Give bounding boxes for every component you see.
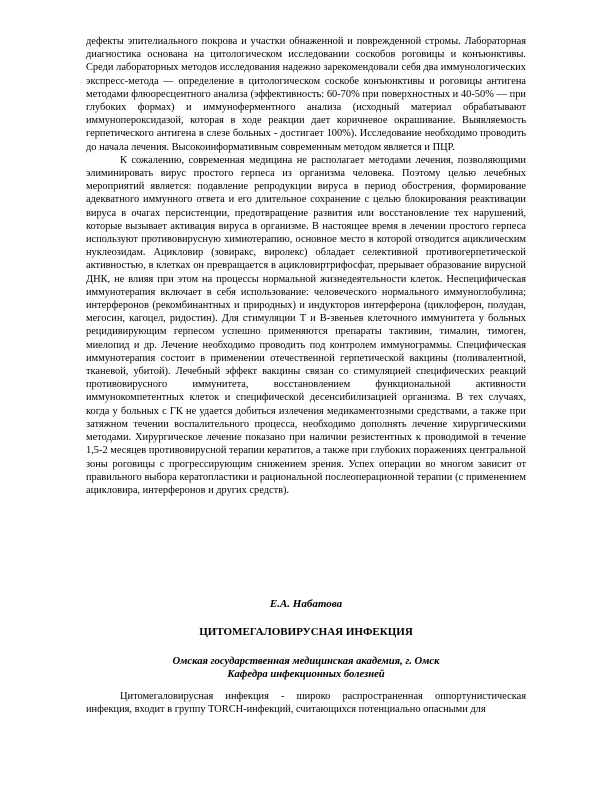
affiliation-department: Кафедра инфекционных болезней <box>227 669 385 681</box>
paragraph-intro: Цитомегаловирусная инфекция - широко распространенная оппортунистическая инфекция, входит в группу TORCH-инфекций, считающихся потенциально опасными для <box>86 691 526 716</box>
paragraph-diagnostics: дефекты эпителиального покрова и участки обнаженной и поврежденной стромы. Лабораторная диагностика основана на цитологическом исследовании соскобов роговицы и конъюнктивы. Среди лабораторных методов исследования надежно зарекомендовали себя два иммунологических экспресс-метода — определение в цитологическом соскобе конъюнктивы и роговицы антигена методами флюоресцентного анализа (эффективность: 60-70% при поверхностных и 40-50% — при глубоких формах) и иммуноферментного анализа (исходный материал обрабатывают иммунопероксидазой, которая в ходе реакции дает коричневое окрашивание. Выявляемость герпетического антигена в слезе больных - достигает 100%). Исследование необходимо проводить до начала лечения. Высокоинформативным современным методом является и ПЦР. <box>86 36 526 153</box>
article-title: ЦИТОМЕГАЛОВИРУСНАЯ ИНФЕКЦИЯ <box>199 626 413 638</box>
affiliation-institution: Омская государственная медицинская академия, г. Омск <box>172 656 440 667</box>
affiliation <box>86 655 526 681</box>
paragraph-treatment: К сожалению, современная медицина не располагает методами лечения, позволяющими элиминировать вирус простого герпеса из организма человека. Поэтому целью лечебных мероприятий является: подавление репродукции вируса в период обострения, формирование адекватного иммунного ответа и его длительное сохранение с целью блокирования реактивации вируса в очагах персистенции, предотвращение развития или восстановление тех нарушений, которые вызывает активация вируса в организме. В настоящее время в лечении простого герпеса используют противовирусную химиотерапию, основное место в которой отводится ациклическим нуклеозидам. Ацикловир (зовиракс, виролекс) обладает селективной противогерпетической активностью, в клетках он превращается в ацикловиртрифосфат, прерывает образование вирусной ДНК, не влияя при этом на процессы нормальной жизнедеятельности клеток. Неспецифическая иммунотерапия включает в себя использование: человеческого нормального иммуноглобулина; интерферонов (рекомбинантных и природных) и индукторов интерферона (циклоферон, полудан, мегосин, кагоцел, ридостин). Для стимуляции Т и В-звеньев клеточного иммунитета у больных рецидивирующим герпесом успешно применяются препараты тактивин, тималин, тимоген, миелопид и др. Лечение необходимо проводить под контролем иммунограммы. Специфическая иммунотерапия состоит в применении отечественной герпетической вакцины (поливалентной, тканевой, убитой). Лечебный эффект вакцины связан со стимуляцией специфических реакций противовирусного иммунитета, восстановлением функциональной активности иммунокомпетентных клеток и специфической десенсибилизацией организма. В тех случаях, когда у больных с ГК не удается добиться излечения медикаментозными средствами, а также при затяжном течении воспалительного процесса, необходимо дополнять лечение хирургическими методами. Хирургическое лечение показано при наличии резистентных к проводимой в течение 1,5-2 месяцев противовирусной терапии кератитов, а также при глубоких поражениях центральной зоны роговицы с прогрессирующим снижением зрения. Успех операции во многом зависит от правильного выбора кератопластики и рациональной послеоперационной терапии (с применением ацикловира, интерферонов и других средств). <box>86 154 526 496</box>
article-intro <box>86 690 526 716</box>
article-body <box>86 35 526 497</box>
author-name: Е.А. Набатова <box>269 598 343 610</box>
